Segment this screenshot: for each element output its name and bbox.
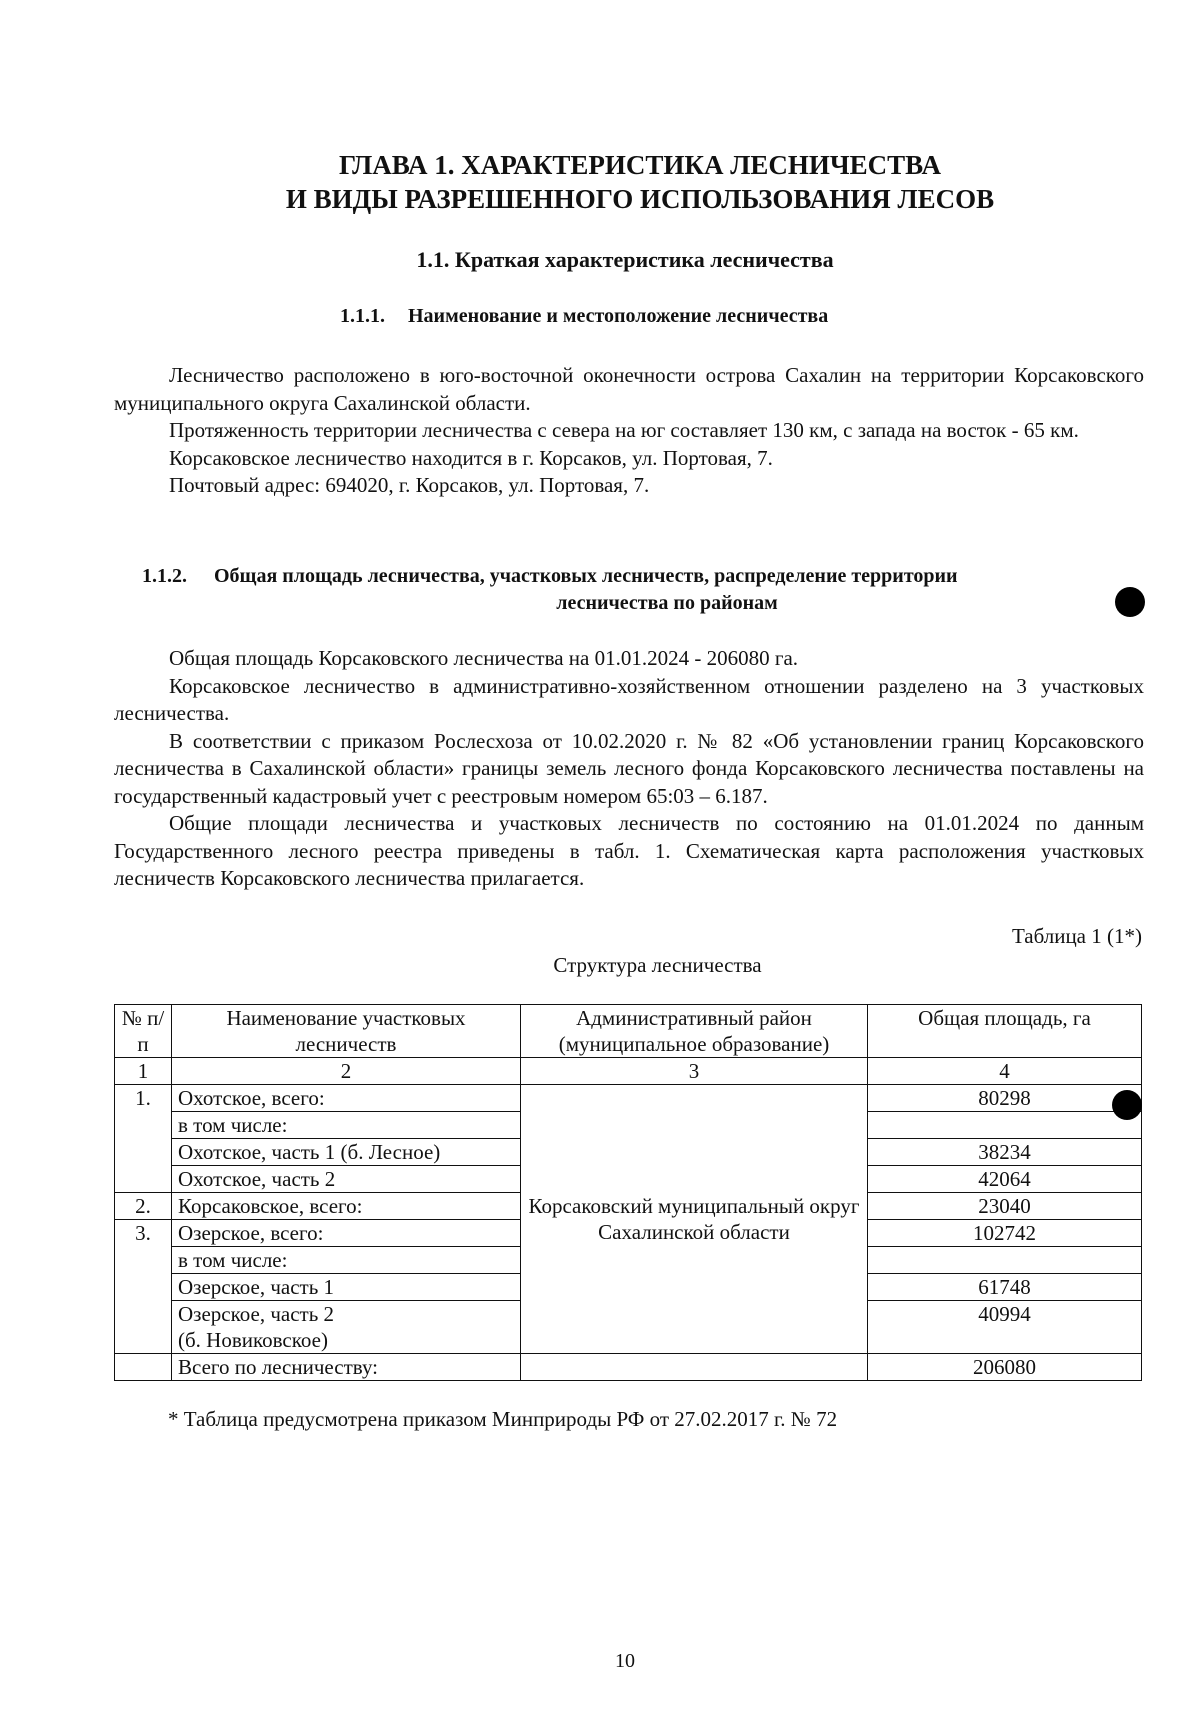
row-area: 40994 bbox=[868, 1301, 1142, 1354]
row-area: 38234 bbox=[868, 1139, 1142, 1166]
table-column-numbers-row bbox=[115, 1058, 1142, 1085]
row-name: Корсаковское, всего: bbox=[172, 1193, 521, 1220]
row-name: Охотское, часть 1 (б. Лесное) bbox=[172, 1139, 521, 1166]
row-num bbox=[115, 1139, 172, 1166]
row-area: 23040 bbox=[868, 1193, 1142, 1220]
header-name: Наименование участковых лесничеств bbox=[172, 1005, 521, 1058]
punch-hole-mark bbox=[1115, 587, 1145, 617]
col-number: 2 bbox=[172, 1058, 521, 1085]
structure-table bbox=[114, 1004, 1142, 1381]
header-district: Административный район (муниципальное образование) bbox=[521, 1005, 868, 1058]
row-num: 3. bbox=[115, 1220, 172, 1247]
row-num bbox=[115, 1274, 172, 1301]
row-name: в том числе: bbox=[172, 1112, 521, 1139]
subsection-1-number: 1.1.1. bbox=[340, 305, 385, 327]
paragraph: Лесничество расположено в юго-восточной оконечности острова Сахалин на территории Корсаковского муниципального округа Сахалинской области. bbox=[114, 363, 1144, 415]
row-name-line1: Озерское, часть 2 bbox=[178, 1302, 335, 1326]
table-footnote: * Таблица предусмотрена приказом Минприроды РФ от 27.02.2017 г. № 72 bbox=[168, 1407, 838, 1431]
subsection-2-number: 1.1.2. bbox=[142, 565, 187, 587]
col-number: 3 bbox=[521, 1058, 868, 1085]
chapter-title-line2: И ВИДЫ РАЗРЕШЕННОГО ИСПОЛЬЗОВАНИЯ ЛЕСОВ bbox=[285, 184, 995, 214]
subsection-1-title: Наименование и местоположение лесничества bbox=[408, 305, 829, 327]
paragraph: В соответствии с приказом Рослесхоза от 10.02.2020 г. № 82 «Об установлении границ Корсаковского лесничества в Сахалинской области» границы земель лесного фонда Корсаковского лесничества поставлены на государственный кадастровый учет с реестровым номером 65:03 – 6.187. bbox=[114, 728, 1144, 808]
row-name: Озерское, всего: bbox=[172, 1220, 521, 1247]
col-number: 1 bbox=[115, 1058, 172, 1085]
paragraph: Протяженность территории лесничества с севера на юг составляет 130 км, с запада на восток - 65 км. bbox=[169, 418, 1079, 442]
subsection-2-title-line1: Общая площадь лесничества, участковых лесничеств, распределение территории bbox=[214, 565, 958, 587]
row-area bbox=[868, 1112, 1142, 1139]
total-name: Всего по лесничеству: bbox=[172, 1354, 521, 1381]
subsection-2-body bbox=[114, 645, 1144, 893]
chapter-title-line1: ГЛАВА 1. ХАРАКТЕРИСТИКА ЛЕСНИЧЕСТВА bbox=[338, 150, 941, 180]
punch-hole-mark bbox=[1112, 1090, 1142, 1120]
row-num: 2. bbox=[115, 1193, 172, 1220]
row-num bbox=[115, 1247, 172, 1274]
row-num: 1. bbox=[115, 1085, 172, 1112]
table-label: Таблица 1 (1*) bbox=[1011, 924, 1142, 948]
paragraph: Общая площадь Корсаковского лесничества на 01.01.2024 - 206080 га. bbox=[169, 646, 799, 670]
row-area: 61748 bbox=[868, 1274, 1142, 1301]
row-num bbox=[115, 1166, 172, 1193]
paragraph: Почтовый адрес: 694020, г. Корсаков, ул. Портовая, 7. bbox=[169, 473, 650, 497]
row-name bbox=[172, 1301, 521, 1354]
subsection-2-title-line2: лесничества по районам bbox=[556, 592, 778, 614]
row-name: в том числе: bbox=[172, 1247, 521, 1274]
row-name-line2: (б. Новиковское) bbox=[178, 1328, 328, 1352]
chapter-title bbox=[0, 148, 1200, 216]
header-area: Общая площадь, га bbox=[868, 1005, 1142, 1058]
subsection-1-heading bbox=[340, 305, 828, 328]
section-title: 1.1. Краткая характеристика лесничества bbox=[416, 247, 834, 272]
paragraph: Общие площади лесничества и участковых лесничеств по состоянию на 01.01.2024 по данным Государственного лесного реестра приведены в табл. 1. Схематическая карта расположения участковых лесничеств Корсаковского лесничества прилагается. bbox=[114, 811, 1144, 890]
paragraph: Корсаковское лесничество в административно-хозяйственном отношении разделено на 3 участковых лесничества. bbox=[114, 673, 1144, 725]
subsection-1-body bbox=[114, 362, 1144, 500]
total-area: 206080 bbox=[868, 1354, 1142, 1381]
table-total-row bbox=[115, 1354, 1142, 1381]
row-area bbox=[868, 1247, 1142, 1274]
row-area: 42064 bbox=[868, 1166, 1142, 1193]
row-area: 80298 bbox=[868, 1085, 1142, 1112]
row-name: Озерское, часть 1 bbox=[172, 1274, 521, 1301]
row-num bbox=[115, 1112, 172, 1139]
district-cell: Корсаковский муниципальный округ Сахалинской области bbox=[521, 1085, 868, 1354]
row-area: 102742 bbox=[868, 1220, 1142, 1247]
row-name: Охотское, всего: bbox=[172, 1085, 521, 1112]
subsection-2-heading bbox=[142, 563, 1122, 617]
col-number: 4 bbox=[868, 1058, 1142, 1085]
table-header-row bbox=[115, 1005, 1142, 1058]
header-num: № п/п bbox=[115, 1005, 172, 1058]
table-row bbox=[115, 1085, 1142, 1112]
table-title: Структура лесничества bbox=[553, 953, 762, 977]
paragraph: Корсаковское лесничество находится в г. Корсаков, ул. Портовая, 7. bbox=[169, 445, 773, 470]
row-num bbox=[115, 1301, 172, 1354]
row-name: Охотское, часть 2 bbox=[172, 1166, 521, 1193]
page-number: 10 bbox=[615, 1650, 635, 1672]
